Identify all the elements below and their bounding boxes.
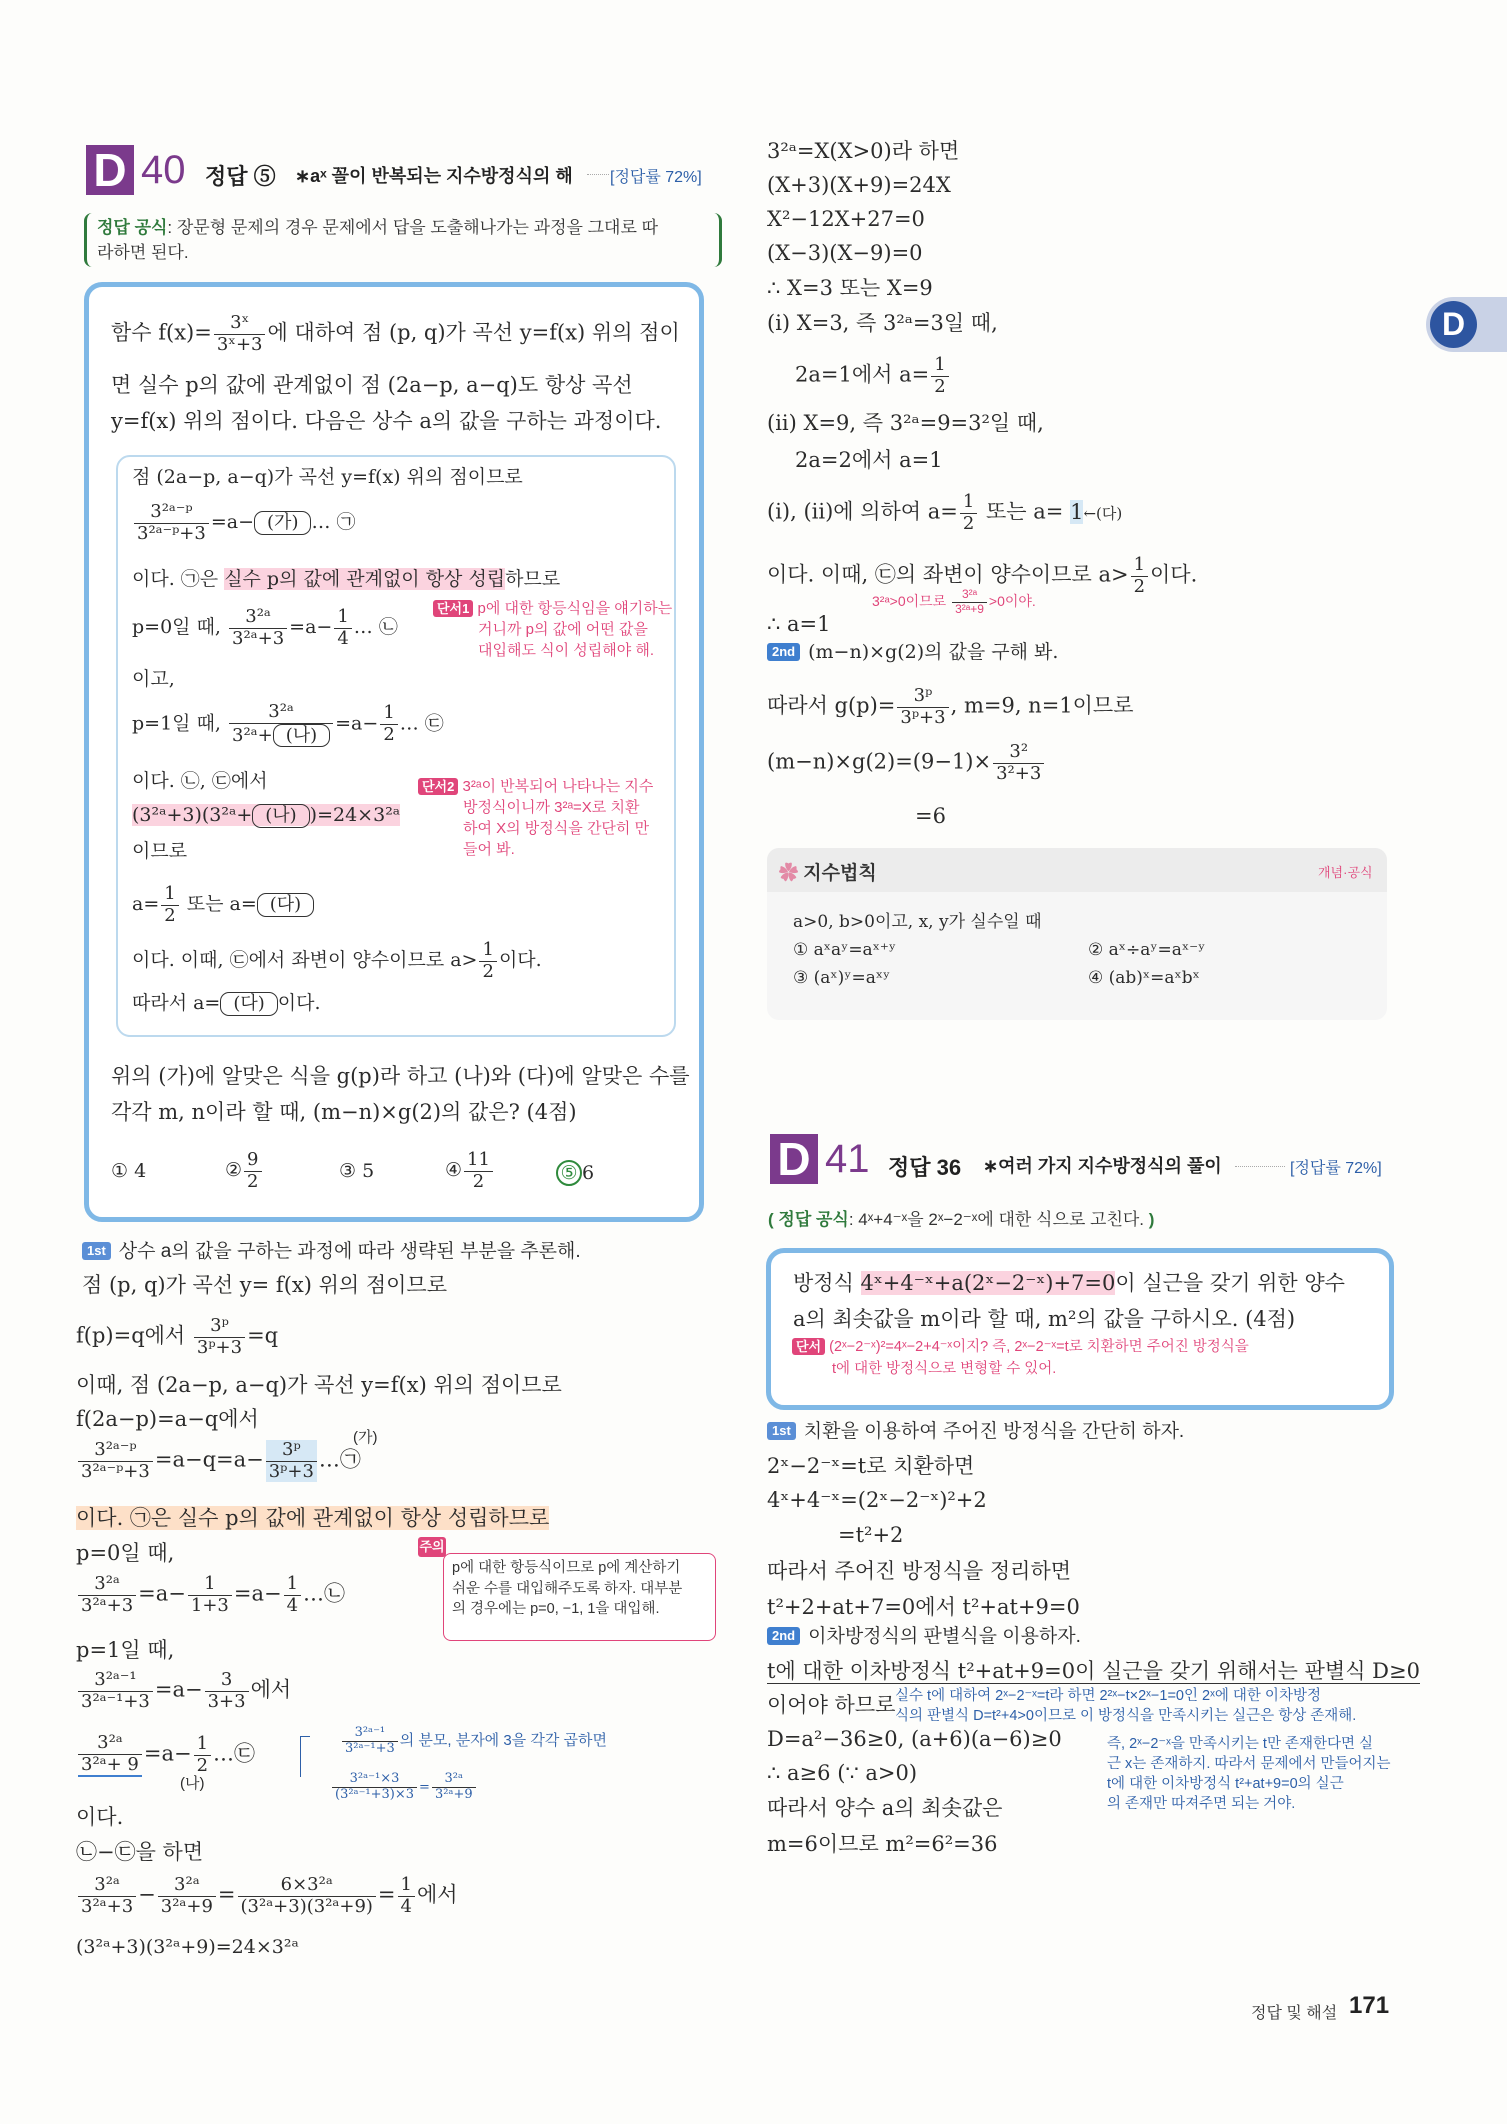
prob41-line-1: 방정식 4ˣ+4⁻ˣ+a(2ˣ−2⁻ˣ)+7=0이 실근을 갖기 위한 양수 [793,1271,1345,1295]
sol41-line-1: 2ˣ−2⁻ˣ=t로 치환하면 [767,1454,975,1478]
law-line-1: a>0, b>0이고, x, y가 실수일 때 [793,912,1042,932]
right-line-8: (ii) X=9, 즉 3²ᵃ=9=3²일 때, [767,411,1044,435]
law-tag: 개념·공식 [1318,865,1373,880]
choice-5-correct[interactable]: ⑤ 6 [556,1160,594,1186]
blank-da-2: (다) [220,992,277,1016]
sol-line-12: 이다. [76,1805,124,1829]
sol-line-6: 이다. ㉠은 실수 p의 값에 관계없이 항상 성립하므로 [76,1506,550,1530]
inner-line-12: 따라서 a= (다) 이다. [132,992,321,1014]
step-2-40: 2nd (m−n)×g(2)의 값을 구해 봐. [767,641,1058,665]
right-line-15: =6 [915,804,946,828]
right-line-5: ∴ X=3 또는 X=9 [767,276,933,300]
inner-line-3: 이다. ㉠은 실수 p의 값에 관계없이 항상 성립하므로 [132,568,561,590]
choice-2[interactable]: ② $\frac{9}{2}$ [225,1150,264,1192]
flower-icon: ✿ [779,863,804,884]
inner-line-6: p=1일 때, $\frac{\text{3²ᵃ}}{\text{3²ᵃ+ (나)}}$ =a− $\frac{1}{2}$ … ㉢ [132,701,444,746]
dotted-leader-41 [1235,1166,1285,1167]
right-line-7: 2a=1에서 a= $\frac{1}{2}$ [795,355,951,397]
step-1-40: 1st 상수 a의 값을 구하는 과정에 따라 생략된 부분을 추론해. [82,1240,581,1264]
caution-box: p에 대한 항등식이므로 p에 계산하기 쉬운 수를 대입해주도록 하자. 대부분 의 경우에는 p=0, −1, 1을 대입해. [443,1553,716,1641]
sol-line-3: 이때, 점 (2a−p, a−q)가 곡선 y=f(x) 위의 점이므로 [76,1373,562,1397]
page-number: 171 [1349,1992,1390,2019]
formula-41: ( 정답 공식: 4ˣ+4⁻ˣ을 2ˣ−2⁻ˣ에 대한 식으로 고친다. ) [768,1210,1155,1229]
right-line-12: ∴ a=1 [767,612,831,636]
inner-line-11: 이다. 이때, ㉢에서 좌변이 양수이므로 a> $\frac{1}{2}$ 이다. [132,939,542,982]
sol-line-9: p=1일 때, [76,1638,175,1662]
right-line-6: (i) X=3, 즉 3²ᵃ=3일 때, [767,311,998,335]
problem-number-41: 41 [825,1137,870,1181]
blank-ga: (가) [254,511,311,535]
dotted-leader [587,174,609,175]
law-f3: ③ (aˣ)ʸ=aˣʸ [793,968,891,988]
label-na: (나) [180,1775,205,1792]
sol41-line-3: =t²+2 [838,1523,904,1547]
right-line-2: (X+3)(X+9)=24X [767,173,951,197]
sol41-line-6: t에 대한 이차방정식 t²+at+9=0이 실근을 갖기 위해서는 판별식 D≥0 [767,1659,1420,1683]
formula-text: : 장문형 문제의 경우 문제에서 답을 도출해나가는 과정을 그대로 따 [167,218,659,237]
right-line-4: (X−3)(X−9)=0 [767,241,923,265]
note-41: 실수 t에 대하여 2ˣ−2⁻ˣ=t라 하면 2²ˣ−t×2ˣ−1=0인 2ˣ에 대한 이차방정 식의 판별식 D=t²+4>0이므로 이 방정식을 만족시키는 실근은 항상 존재해. [895,1688,1357,1724]
blank-da-1: (다) [257,893,314,917]
law-f4: ④ (ab)ˣ=aˣbˣ [1088,968,1200,988]
sol-line-7: p=0일 때, [76,1541,175,1565]
choice-4[interactable]: ④ $\frac{11}{2}$ [445,1150,495,1192]
law-title: ✿ 지수법칙 [779,863,877,884]
prob-line-1: 함수 f(x)= $\frac{\text{3ˣ}}{\text{3ˣ+3}}$ 에 대하여 점 (p, q)가 곡선 y=f(x) 위의 점이 [111,312,680,355]
sol-line-11: $\frac{\text{3²ᵃ}}{\text{3²ᵃ+ 9}}$ =a− $\frac{1}{2}$ …㉢ [76,1733,255,1777]
choice-3[interactable]: ③ 5 [339,1160,375,1182]
footer-label: 정답 및 해설 [1251,2005,1338,2022]
right-line-13: 따라서 g(p)= $\frac{\text{3ᵖ}}{\text{3ᵖ+3}}$ , m=9, n=1이므로 [767,685,1134,728]
prob41-line-2: a의 최솟값을 m이라 할 때, m²의 값을 구하시오. (4점) [793,1307,1296,1331]
rate-40: [정답률 72%] [610,169,702,186]
hint-41: 단서 (2ˣ−2⁻ˣ)²=4ˣ−2+4⁻ˣ이지? 즉, 2ˣ−2⁻ˣ=t로 치환하면 주어진 방정식을 t에 대한 방정식으로 변형할 수 있어. [792,1337,1249,1381]
inner-line-7: 이다. ㉡, ㉢에서 [132,770,268,792]
sol-line-15: (3²ᵃ+3)(3²ᵃ+9)=24×3²ᵃ [76,1936,299,1958]
sol-line-4: f(2a−p)=a−q에서 [76,1407,259,1431]
formula-box-40 [84,213,722,267]
hint-1: 단서1 p에 대한 항등식임을 얘기하는 거니까 p의 값에 어떤 값을 대입해도 식이 성립해야 해. [433,598,673,661]
sol-line-5: $\frac{\text{3²ᵃ⁻ᵖ}}{\text{3²ᵃ⁻ᵖ+3}}$ =a−q=a− $\frac{\text{3ᵖ}}{\text{3ᵖ+3}}$ …㉠ [76,1440,361,1482]
sol-line-8: $\frac{\text{3²ᵃ}}{\text{3²ᵃ+3}}$ =a− $\frac{1}{1+3}$ =a− $\frac{1}{4}$ …㉡ [76,1574,345,1616]
prob-line-3: y=f(x) 위의 점이다. 다음은 상수 a의 값을 구하는 과정이다. [111,409,662,433]
inner-line-2: $\frac{\text{3²ᵃ⁻ᵖ}}{\text{3²ᵃ⁻ᵖ+3}}$ =a− (가) … ㉠ [132,502,356,544]
blank-na-1: (나) [273,724,330,748]
answer-label-40: 정답 ⑤ [205,164,276,189]
blank-na-2: (나) [252,804,309,828]
inner-line-9: 이므로 [132,840,188,862]
inner-line-8: (3²ᵃ+3)(3²ᵃ+ (나) )=24×3²ᵃ [132,804,401,826]
law-f1: ① aˣaʸ=aˣ⁺ʸ [793,940,897,960]
sol41-line-2: 4ˣ+4⁻ˣ=(2ˣ−2⁻ˣ)²+2 [767,1488,987,1512]
side-note-2: $\frac{\text{3²ᵃ⁻¹×3}}{\text{(3²ᵃ⁻¹+3)×3}}$ = $\frac{\text{3²ᵃ}}{\text{3²ᵃ+9}}$ [330,1772,478,1803]
right-line-1: 3²ᵃ=X(X>0)라 하면 [767,139,960,163]
problem-badge-41: D [770,1134,818,1184]
sol41-line-4: 따라서 주어진 방정식을 정리하면 [767,1559,1072,1583]
prob-line-2: 면 실수 p의 값에 관계없이 점 (2a−p, a−q)도 항상 곡선 [111,373,633,397]
right-line-14: (m−n)×g(2)=(9−1)× $\frac{\text{3²}}{\text{3²+3}}$ [767,742,1046,784]
formula-label: 정답 공식 [97,218,168,237]
problem-badge-40: D [86,145,134,195]
subject-41: ∗여러 가지 지수방정식의 풀이 [983,1156,1222,1176]
sol-line-10: $\frac{\text{3²ᵃ⁻¹}}{\text{3²ᵃ⁻¹+3}}$ =a− $\frac{3}{3+3}$ 에서 [76,1670,291,1712]
inner-line-10: a= $\frac{1}{2}$ 또는 a= (다) [132,884,314,926]
sol41-line-8: D=a²−36≥0, (a+6)(a−6)≥0 [767,1727,1062,1751]
choice-1[interactable]: ① 4 [111,1160,147,1182]
sol-line-13: ㉡−㉢을 하면 [76,1840,204,1864]
inner-line-5: 이고, [132,668,175,690]
sol41-line-11: m=6이므로 m²=6²=36 [767,1832,998,1856]
sol41-line-9: ∴ a≥6 (∵ a>0) [767,1761,918,1785]
sol41-line-10: 따라서 양수 a의 최솟값은 [767,1796,1003,1820]
right-line-10: (i), (ii)에 의하여 a= $\frac{1}{2}$ 또는 a= 1←(다) [767,491,1123,534]
sol41-line-7: 이어야 하므로 [767,1693,896,1717]
sol-line-14: $\frac{\text{3²ᵃ}}{\text{3²ᵃ+3}}$ − $\frac{\text{3²ᵃ}}{\text{3²ᵃ+9}}$ = $\frac{\text{6×3²ᵃ}}{\text{(3²ᵃ+3)(3²ᵃ+9)}}$ = $\frac{1}{4}$ 에서 [76,1875,458,1917]
formula-text-2: 라하면 된다. [97,243,189,262]
caution-tag: 주의 [418,1537,446,1557]
sol-line-2: f(p)=q에서 $\frac{\text{3ᵖ}}{\text{3ᵖ+3}}$ =q [76,1315,279,1358]
inner-line-4: p=0일 때, $\frac{\text{3²ᵃ}}{\text{3²ᵃ+3}}$ =a− $\frac{1}{4}$ … ㉡ [132,606,398,649]
side-tab-letter[interactable]: D [1430,301,1477,348]
label-ga: (가) [353,1429,378,1446]
subject-40: ∗aˣ 꼴이 반복되는 지수방정식의 해 [295,166,573,186]
question-line-1: 위의 (가)에 알맞은 식을 g(p)라 하고 (나)와 (다)에 알맞은 수를 [111,1064,690,1088]
step-1-41: 1st 치환을 이용하여 주어진 방정식을 간단히 하자. [767,1420,1184,1444]
right-line-11: 이다. 이때, ㉢의 좌변이 양수이므로 a> $\frac{1}{2}$ 이다. [767,554,1198,597]
side-bracket [300,1736,310,1777]
inner-line-1: 점 (2a−p, a−q)가 곡선 y=f(x) 위의 점이므로 [132,466,523,488]
side-note: $\frac{\text{3²ᵃ⁻¹}}{\text{3²ᵃ⁻¹+3}}$ 의 분모, 분자에 3을 각각 곱하면 [340,1726,607,1757]
hint-2: 단서2 3²ᵃ이 반복되어 나타나는 지수 방정식이니까 3²ᵃ=X로 치환 하여 X의 방정식을 간단히 만 들어 봐. [418,776,668,860]
law-f2: ② aˣ÷aʸ=aˣ⁻ʸ [1088,940,1206,960]
note-41b: 즉, 2ˣ−2⁻ˣ을 만족시키는 t만 존재한다면 실 근 x는 존재하지. 따라서 문제에서 만들어지는 t에 대한 이차방정식 t²+at+9=0의 실근 의 존재만 따져주면 되는 거야. [1107,1736,1391,1812]
question-line-2: 각각 m, n이라 할 때, (m−n)×g(2)의 값은? (4점) [111,1100,577,1124]
right-line-3: X²−12X+27=0 [767,207,925,231]
right-line-9: 2a=2에서 a=1 [795,448,943,472]
answer-label-41: 정답 36 [888,1155,962,1180]
rate-41: [정답률 72%] [1290,1160,1382,1177]
sol41-line-5: t²+2+at+7=0에서 t²+at+9=0 [767,1595,1080,1619]
positivity-note: 3²ᵃ>0이므로 $\frac{\text{3²ᵃ}}{\text{3²ᵃ+9}}$ >0이야. [872,587,1036,616]
sol-line-1: 점 (p, q)가 곡선 y= f(x) 위의 점이므로 [82,1273,447,1297]
problem-number-40: 40 [141,148,186,192]
step-2-41: 2nd 이차방정식의 판별식을 이용하자. [767,1625,1081,1649]
